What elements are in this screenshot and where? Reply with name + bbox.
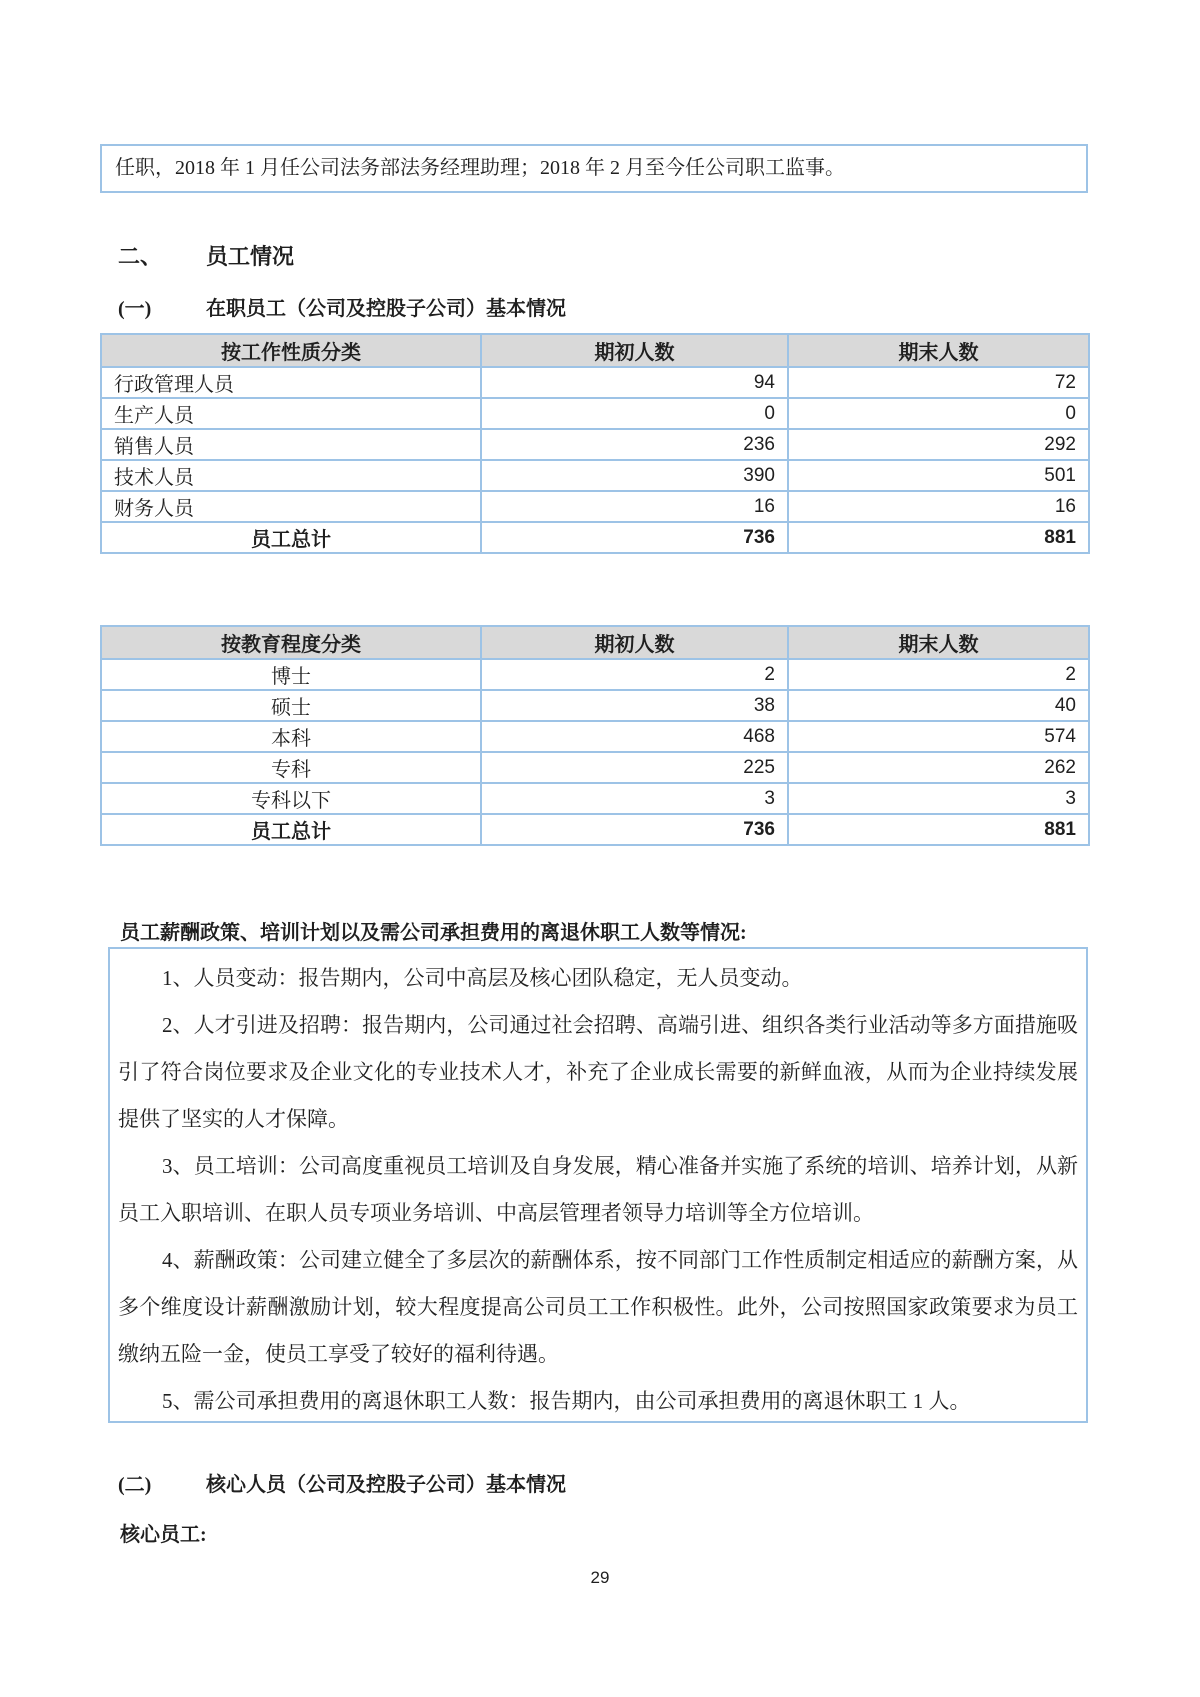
table-row: [101, 721, 1089, 752]
table-by-education: [100, 625, 1090, 846]
cell-end: 72: [788, 367, 1089, 398]
policy-paragraph-3: 3、员工培训：公司高度重视员工培训及自身发展，精心准备并实施了系统的培训、培养计划，从新员工入职培训、在职人员专项业务培训、中高层管理者领导力培训等全方位培训。: [118, 1154, 1078, 1225]
cell-total-label: 员工总计: [101, 814, 481, 845]
policy-section-heading: 员工薪酬政策、培训计划以及需公司承担费用的离退休职工人数等情况:: [120, 922, 747, 944]
table-row: [101, 752, 1089, 783]
cell-label: 行政管理人员: [101, 367, 481, 398]
cell-total-label: 员工总计: [101, 522, 481, 553]
cell-label: 博士: [101, 659, 481, 690]
cell-start: 16: [481, 491, 788, 522]
table-by-job-nature: [100, 333, 1090, 554]
header-end-count: 期末人数: [788, 334, 1089, 367]
table-row: [101, 491, 1089, 522]
cell-label: 财务人员: [101, 491, 481, 522]
cell-label: 专科以下: [101, 783, 481, 814]
policy-paragraph-5: 5、需公司承担费用的离退休职工人数：报告期内，由公司承担费用的离退休职工 1 人。: [162, 1389, 971, 1413]
section-heading-employees: [118, 240, 294, 271]
cell-total-end: 881: [788, 522, 1089, 553]
table-header-row: [101, 626, 1089, 659]
table-total-row: [101, 814, 1089, 845]
policy-paragraph-4: 4、薪酬政策：公司建立健全了多层次的薪酬体系，按不同部门工作性质制定相适应的薪酬方案，从多个维度设计薪酬激励计划，较大程度提高公司员工工作积极性。此外，公司按照国家政策要求为员工缴纳五险一金，使员工享受了较好的福利待遇。: [118, 1248, 1078, 1366]
table-row: [101, 429, 1089, 460]
header-education-category: 按教育程度分类: [101, 626, 481, 659]
cell-label: 技术人员: [101, 460, 481, 491]
cell-start: 3: [481, 783, 788, 814]
table-row: [101, 783, 1089, 814]
cell-start: 94: [481, 367, 788, 398]
table-row: [101, 398, 1089, 429]
table-row: [101, 659, 1089, 690]
cell-label: 销售人员: [101, 429, 481, 460]
policy-text-box: [108, 947, 1088, 1423]
subsection2-title: 核心人员（公司及控股子公司）基本情况: [206, 1474, 566, 1496]
cell-end: 501: [788, 460, 1089, 491]
table-row: [101, 690, 1089, 721]
table-row: [101, 367, 1089, 398]
cell-start: 0: [481, 398, 788, 429]
cell-start: 38: [481, 690, 788, 721]
cell-start: 390: [481, 460, 788, 491]
cell-end: 292: [788, 429, 1089, 460]
cell-label: 硕士: [101, 690, 481, 721]
cell-end: 0: [788, 398, 1089, 429]
cell-end: 3: [788, 783, 1089, 814]
cell-end: 16: [788, 491, 1089, 522]
cell-start: 468: [481, 721, 788, 752]
cell-label: 生产人员: [101, 398, 481, 429]
cell-end: 40: [788, 690, 1089, 721]
cell-label: 专科: [101, 752, 481, 783]
cell-label: 本科: [101, 721, 481, 752]
cell-total-end: 881: [788, 814, 1089, 845]
cell-start: 236: [481, 429, 788, 460]
cell-start: 225: [481, 752, 788, 783]
subsection1-title: 在职员工（公司及控股子公司）基本情况: [206, 298, 566, 320]
table-row: [101, 460, 1089, 491]
subsection-heading-active-employees: [118, 292, 566, 321]
section-number: 二、: [118, 244, 163, 269]
header-end-count: 期末人数: [788, 626, 1089, 659]
cell-end: 574: [788, 721, 1089, 752]
cell-end: 2: [788, 659, 1089, 690]
subsection-heading-core-staff: [118, 1468, 566, 1497]
policy-paragraph-1: 1、人员变动：报告期内，公司中高层及核心团队稳定，无人员变动。: [162, 966, 803, 990]
cell-start: 2: [481, 659, 788, 690]
subsection2-number: (二): [118, 1474, 152, 1496]
policy-paragraph-2: 2、人才引进及招聘：报告期内，公司通过社会招聘、高端引进、组织各类行业活动等多方面措施吸引了符合岗位要求及企业文化的专业技术人才，补充了企业成长需要的新鲜血液，从而为企业持续发展提供了坚实的人才保障。: [118, 1013, 1078, 1131]
page-number: 29: [590, 1568, 610, 1587]
header-start-count: 期初人数: [481, 334, 788, 367]
cell-total-start: 736: [481, 814, 788, 845]
section-title: 员工情况: [206, 244, 295, 269]
cell-total-start: 736: [481, 522, 788, 553]
prior-position-note: 任职，2018 年 1 月任公司法务部法务经理助理；2018 年 2 月至今任公司职工监事。: [100, 144, 1088, 193]
header-start-count: 期初人数: [481, 626, 788, 659]
header-job-category: 按工作性质分类: [101, 334, 481, 367]
subsection1-number: (一): [118, 298, 152, 320]
core-staff-label: 核心员工:: [120, 1524, 207, 1546]
table-total-row: [101, 522, 1089, 553]
cell-end: 262: [788, 752, 1089, 783]
table-header-row: [101, 334, 1089, 367]
